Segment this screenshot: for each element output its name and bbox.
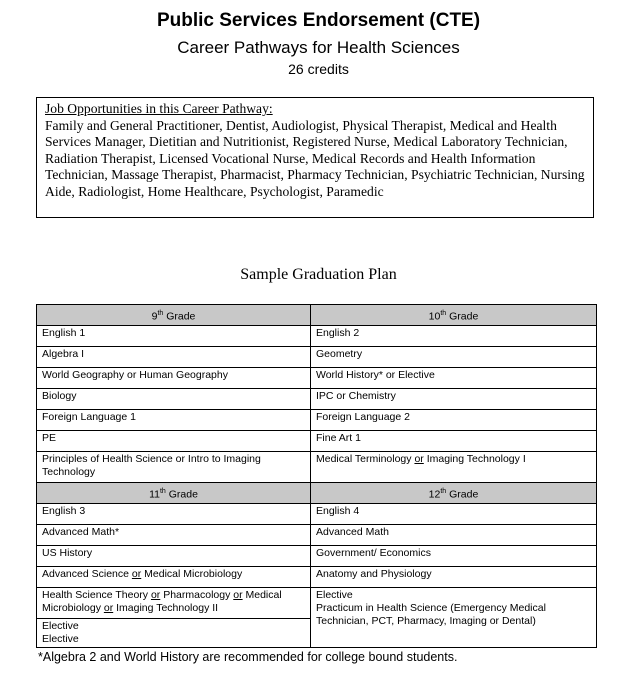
table-row — [37, 410, 597, 431]
course-cell: Principles of Health Science or Intro to Imaging Technology — [37, 452, 311, 483]
course-cell: Advanced Math — [311, 525, 597, 546]
table-row — [37, 588, 597, 619]
course-cell: English 4 — [311, 504, 597, 525]
course-cell: Anatomy and Physiology — [311, 567, 597, 588]
credits-label: 26 credits — [288, 61, 349, 77]
job-opportunities-box — [36, 97, 594, 218]
grade-9-header: 9th Grade — [37, 305, 311, 326]
course-cell: Foreign Language 1 — [37, 410, 311, 431]
page-subtitle: Career Pathways for Health Sciences — [177, 38, 460, 57]
course-cell: Health Science Theory or Pharmacology or Medical Microbiology or Imaging Technology II — [37, 588, 311, 619]
course-cell: English 2 — [311, 326, 597, 347]
table-row — [37, 546, 597, 567]
course-cell: Elective Practicum in Health Science (Emergency Medical Technician, PCT, Pharmacy, Imaging or Dental) — [311, 588, 597, 648]
course-cell: Medical Terminology or Imaging Technology I — [311, 452, 597, 483]
job-opportunities-text: Family and General Practitioner, Dentist, Audiologist, Physical Therapist, Medical and Health Services Manager, Dietitian and Nutritionist, Registered Nurse, Medical Laboratory Technician, Radiation Therapist, Licensed Vocational Nurse, Medical Records and Health Information Technician, Massage Therapist, Pharmacist, Pharmacy Technician, Psychiatric Technician, Nursing Aide, Radiologist, Home Healthcare, Psychologist, Paramedic — [45, 117, 585, 199]
grade-header-row — [37, 483, 597, 504]
course-cell: IPC or Chemistry — [311, 389, 597, 410]
graduation-plan-table — [36, 304, 597, 648]
table-row — [37, 326, 597, 347]
grade-10-header: 10th Grade — [311, 305, 597, 326]
grade-header-row — [37, 305, 597, 326]
grade-11-header: 11th Grade — [37, 483, 311, 504]
course-cell: Foreign Language 2 — [311, 410, 597, 431]
course-cell: Algebra I — [37, 347, 311, 368]
grade-12-header: 12th Grade — [311, 483, 597, 504]
table-row — [37, 452, 597, 483]
course-cell: Advanced Math* — [37, 525, 311, 546]
course-cell: World Geography or Human Geography — [37, 368, 311, 389]
course-cell: World History* or Elective — [311, 368, 597, 389]
graduation-plan-title: Sample Graduation Plan — [240, 266, 397, 283]
course-cell: English 1 — [37, 326, 311, 347]
course-cell: Fine Art 1 — [311, 431, 597, 452]
page-title: Public Services Endorsement (CTE) — [156, 10, 481, 31]
course-cell: Government/ Economics — [311, 546, 597, 567]
course-cell: PE — [37, 431, 311, 452]
table-row — [37, 567, 597, 588]
course-cell: US History — [37, 546, 311, 567]
table-row — [37, 504, 597, 525]
course-cell: Biology — [37, 389, 311, 410]
table-row — [37, 368, 597, 389]
course-cell: Advanced Science or Medical Microbiology — [37, 567, 311, 588]
table-row — [37, 347, 597, 368]
table-row — [37, 389, 597, 410]
course-cell: Geometry — [311, 347, 597, 368]
table-row — [37, 431, 597, 452]
course-cell: Elective Elective — [37, 619, 311, 648]
course-cell: English 3 — [37, 504, 311, 525]
footnote: *Algebra 2 and World History are recommended for college bound students. — [38, 650, 458, 664]
job-opportunities-heading: Job Opportunities in this Career Pathway: — [45, 101, 273, 116]
table-row — [37, 525, 597, 546]
